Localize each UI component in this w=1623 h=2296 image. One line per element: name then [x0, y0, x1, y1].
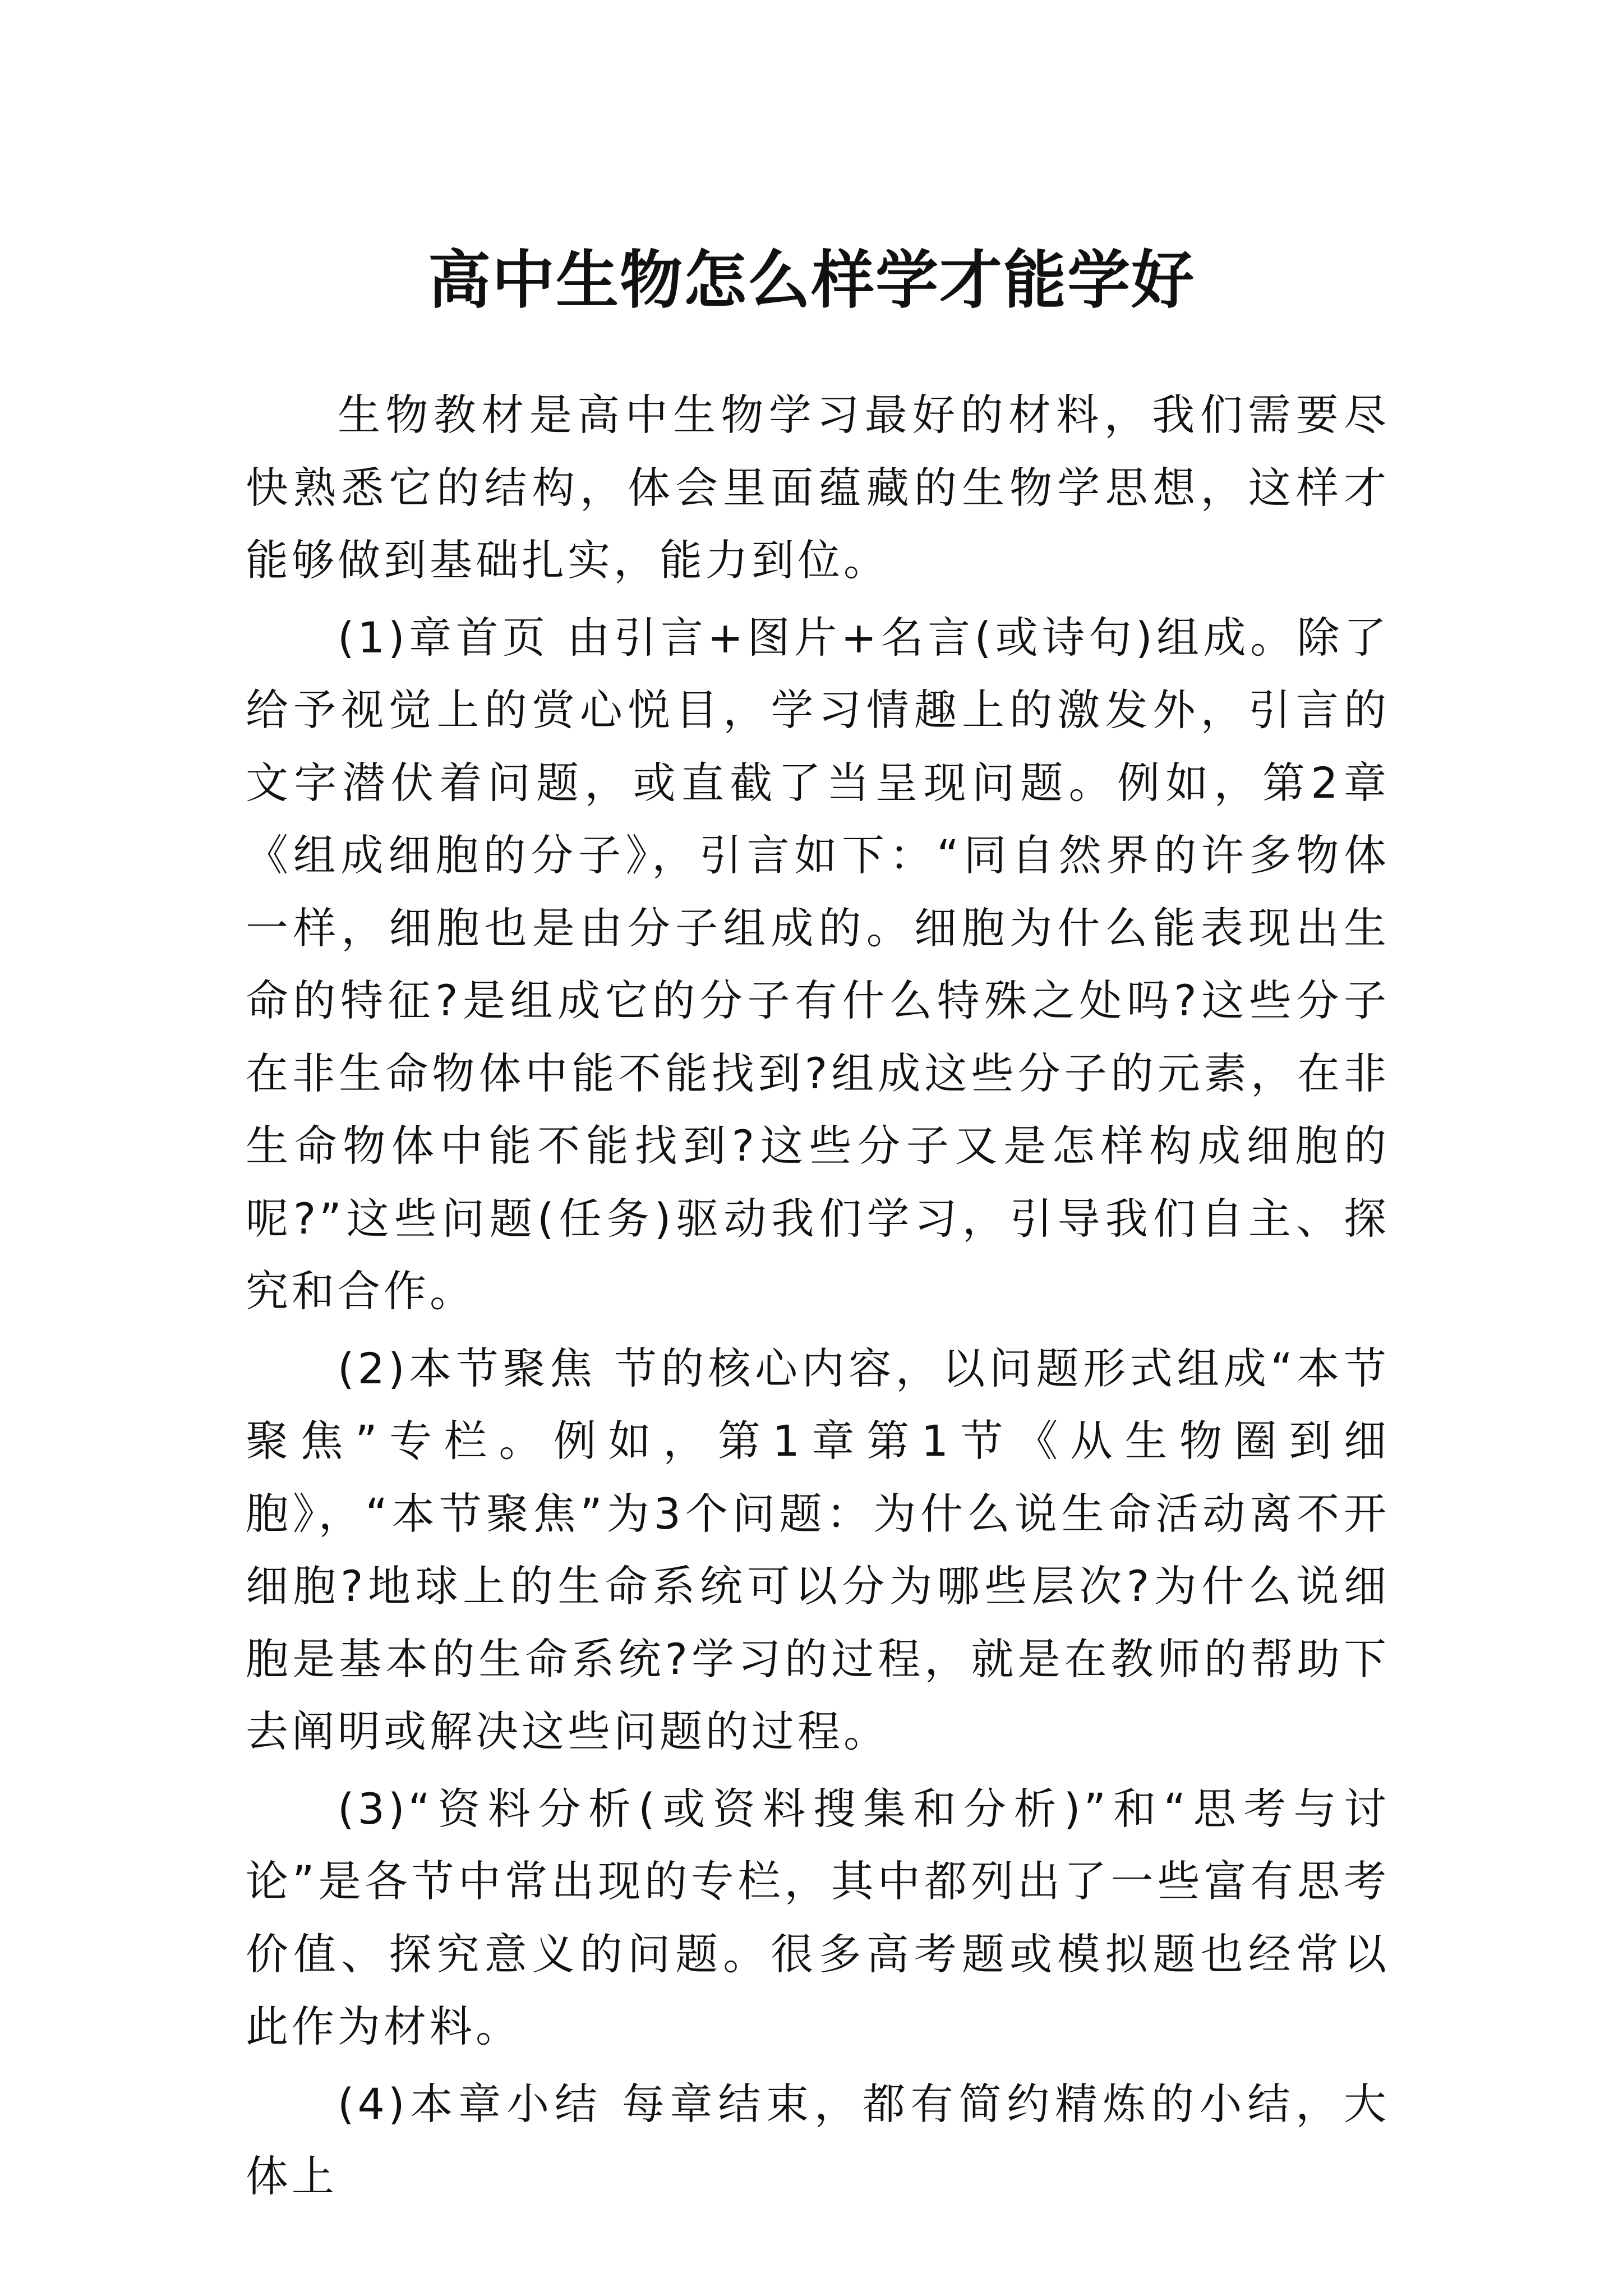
paragraph-chapter-summary: (4)本章小结 每章结束，都有简约精炼的小结，大体上 [246, 2078, 1390, 2201]
paragraph-intro: 生物教材是高中生物学习最好的材料，我们需要尽快熟悉它的结构，体会里面蕴藏的生物学思想，这样才能够做到基础扎实，能力到位。 [246, 390, 1390, 585]
document-body [246, 379, 1390, 2217]
paragraph-data-analysis: (3)“资料分析(或资料搜集和分析)”和“思考与讨论”是各节中常出现的专栏，其中都列出了一些富有思考价值、探究意义的问题。很多高考题或模拟题也经常以此作为材料。 [246, 1783, 1390, 2051]
page-title: 高中生物怎么样学才能学好 [428, 243, 1195, 318]
paragraph-chapter-front-page: (1)章首页 由引言+图片+名言(或诗句)组成。除了给予视觉上的赏心悦目，学习情趣上的激发外，引言的文字潜伏着问题，或直截了当呈现问题。例如，第2章《组成细胞的分子》，引言如下：“同自然界的许多物体一样，细胞也是由分子组成的。细胞为什么能表现出生命的特征?是组成它的分子有什么特殊之处吗?这些分子在非生命物体中能不能找到?组成这些分子的元素，在非生命物体中能不能找到?这些分子又是怎样构成细胞的呢?”这些问题(任务)驱动我们学习，引导我们自主、探究和合作。 [246, 612, 1390, 1316]
paragraph-section-focus: (2)本节聚焦 节的核心内容，以问题形式组成“本节聚焦”专栏。例如，第1章第1节《从生物圈到细胞》，“本节聚焦”为3个问题：为什么说生命活动离不开细胞?地球上的生命系统可以分为哪些层次?为什么说细胞是基本的生命系统?学习的过程，就是在教师的帮助下去阐明或解决这些问题的过程。 [246, 1343, 1390, 1756]
